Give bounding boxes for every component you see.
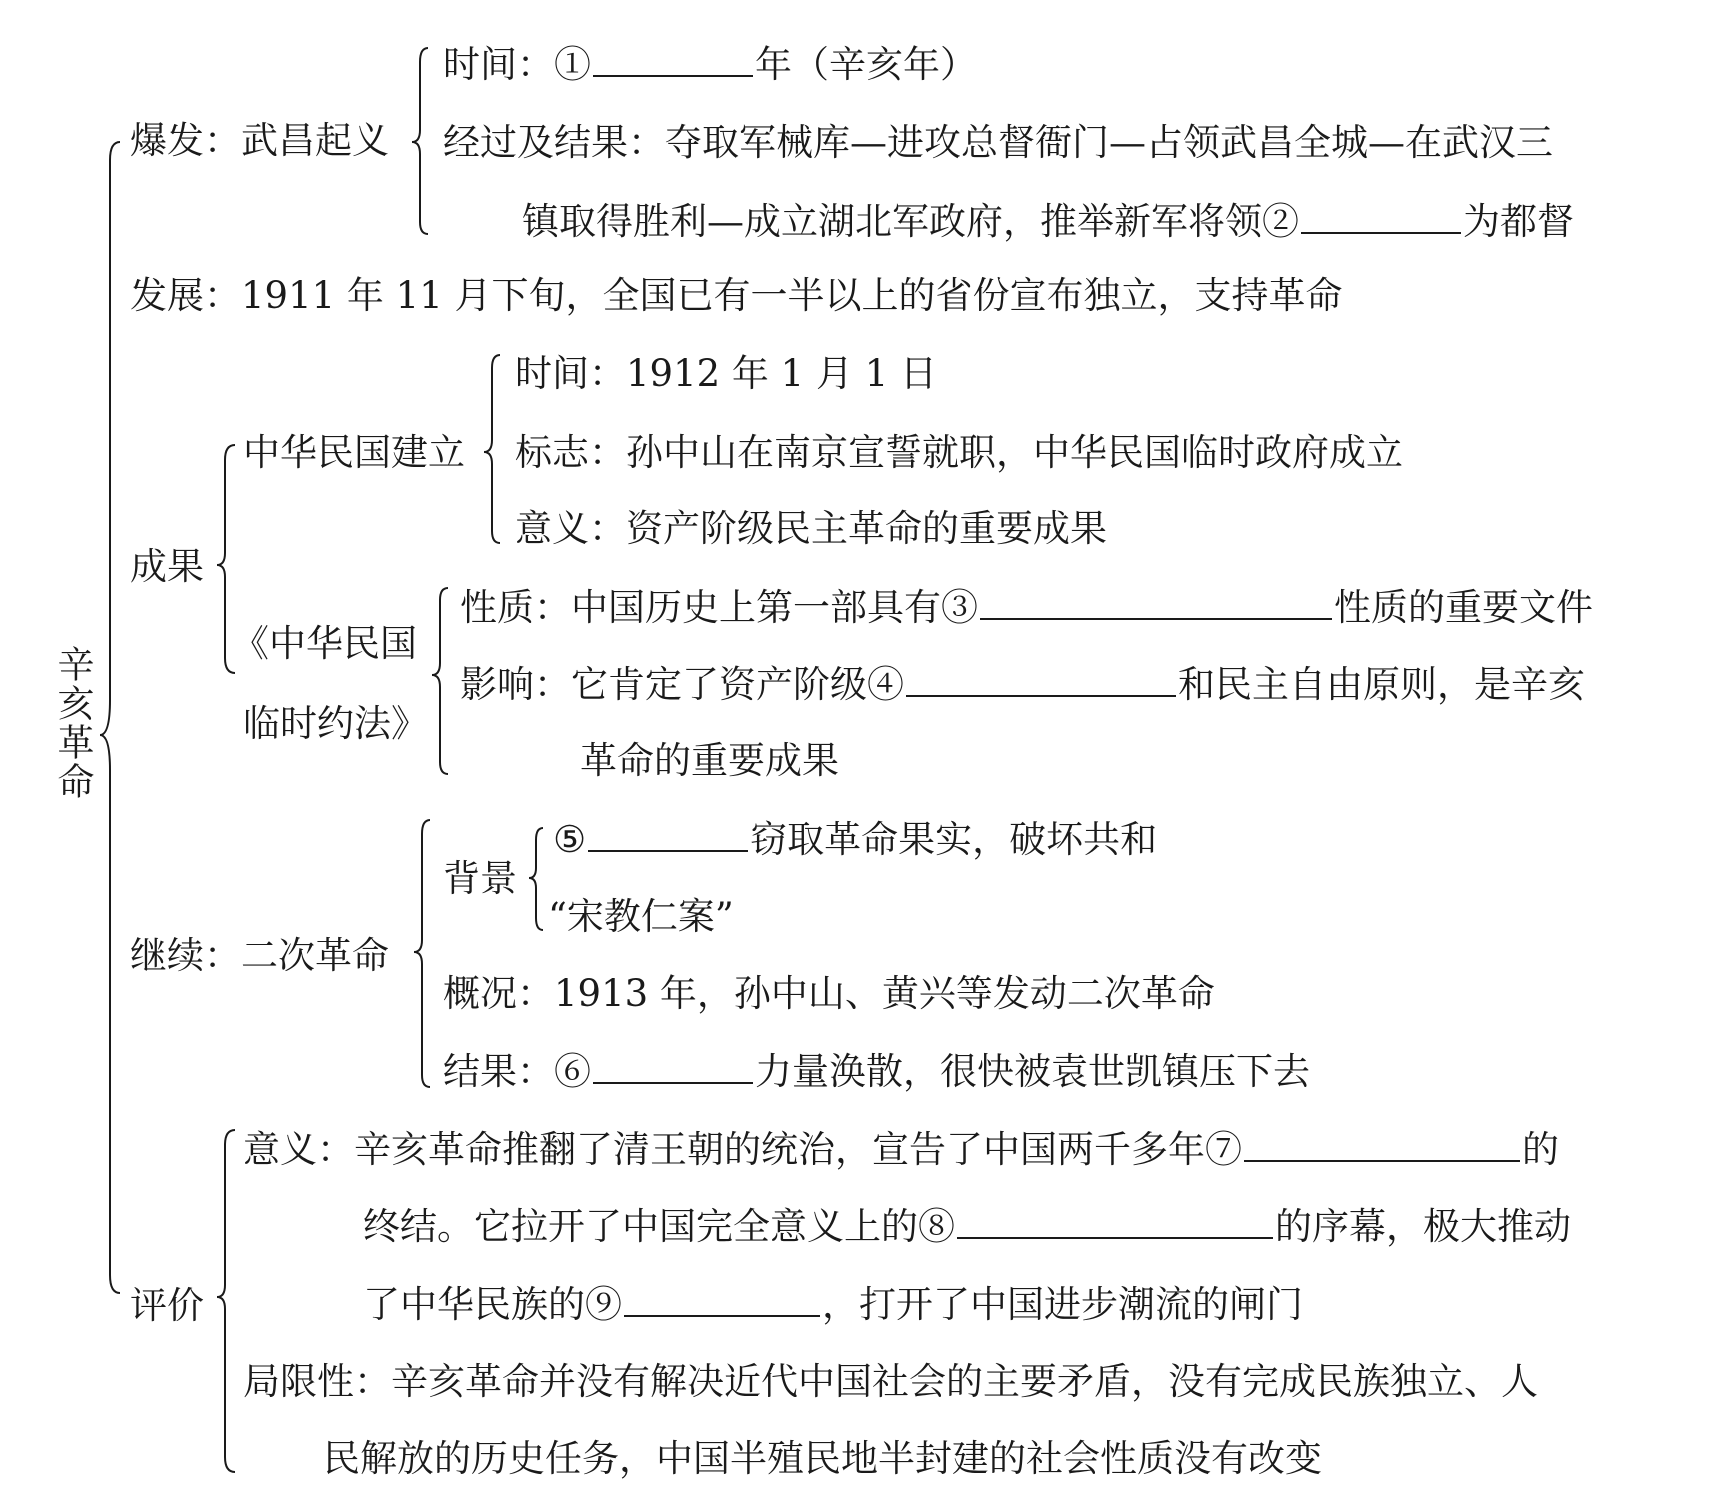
continuation-overview: 概况：1913 年，孙中山、黄兴等发动二次革命 (443, 972, 1215, 1015)
outbreak-process-line2 (522, 200, 1574, 243)
continuation-label-text: 继续： (130, 934, 241, 977)
blank-8[interactable] (957, 1207, 1273, 1239)
blank-4[interactable] (906, 665, 1176, 697)
constitution-label-line2: 临时约法》 (243, 702, 428, 745)
significance-line2 (363, 1205, 1571, 1248)
blank-6[interactable] (593, 1052, 753, 1084)
outbreak-event: 武昌起义 (241, 119, 389, 162)
blank-2[interactable] (1301, 202, 1461, 234)
significance-line3-before: 了中华民族的⑨ (363, 1283, 622, 1326)
roc-sign: 标志：孙中山在南京宣誓就职，中华民国临时政府成立 (515, 431, 1403, 474)
outbreak-process (443, 121, 1553, 164)
main-brace (100, 142, 120, 1293)
background-item-1-after: 窃取革命果实，破坏共和 (750, 818, 1158, 861)
achievement-label: 成果 (130, 545, 204, 588)
outbreak-process-line2-before: 镇取得胜利—成立湖北军政府，推举新军将领② (522, 200, 1299, 243)
outbreak-process-line1: 夺取军械库—进攻总督衙门—占领武昌全城—在武汉三 (665, 121, 1553, 164)
background-item-1 (553, 818, 1158, 861)
continuation-result (443, 1050, 1310, 1093)
outbreak-process-line2-after: 为都督 (1463, 200, 1574, 243)
constitution-nature-after: 性质的重要文件 (1334, 586, 1593, 629)
blank-7[interactable] (1244, 1130, 1520, 1162)
significance-line1 (243, 1128, 1559, 1171)
blank-5-number: ⑤ (553, 818, 587, 861)
constitution-nature-before: 性质：中国历史上第一部具有③ (460, 586, 978, 629)
development (130, 274, 1343, 317)
blank-1-number: ① (554, 43, 591, 86)
evaluation-label: 评价 (130, 1284, 204, 1327)
outbreak-label-text: 爆发： (130, 119, 241, 162)
continuation-brace (414, 820, 430, 1087)
outbreak-time (443, 43, 977, 86)
constitution-label-line1: 《中华民国 (232, 622, 417, 665)
significance-line2-before: 终结。它拉开了中国完全意义上的⑧ (363, 1205, 955, 1248)
constitution-impact (460, 663, 1585, 706)
significance-line3-after: ，打开了中国进步潮流的闸门 (822, 1283, 1303, 1326)
continuation-result-after: 力量涣散，很快被袁世凯镇压下去 (755, 1050, 1310, 1093)
continuation-result-before: 结果：⑥ (443, 1050, 591, 1093)
development-text: 1911 年 11 月下旬，全国已有一半以上的省份宣布独立，支持革命 (241, 274, 1343, 317)
outbreak-label (130, 119, 389, 162)
background-label: 背景 (443, 857, 517, 900)
background-brace (529, 828, 543, 930)
outbreak-time-after: 年（辛亥年） (755, 43, 977, 86)
constitution-nature (460, 586, 1593, 629)
constitution-impact-before: 影响：它肯定了资产阶级④ (460, 663, 904, 706)
roc-time: 时间：1912 年 1 月 1 日 (515, 352, 938, 395)
blank-5[interactable] (588, 820, 748, 852)
constitution-impact-line2: 革命的重要成果 (580, 739, 839, 782)
significance-line1-before: 意义：辛亥革命推翻了清王朝的统治，宣告了中国两千多年⑦ (243, 1128, 1242, 1171)
significance-line3 (363, 1283, 1303, 1326)
limitation-line1: 局限性：辛亥革命并没有解决近代中国社会的主要矛盾，没有完成民族独立、人 (243, 1360, 1538, 1403)
roc-label: 中华民国建立 (243, 431, 465, 474)
continuation-label (130, 934, 389, 977)
blank-3[interactable] (980, 588, 1332, 620)
roc-brace (484, 355, 500, 543)
blank-1[interactable] (593, 45, 753, 77)
constitution-impact-after: 和民主自由原则，是辛亥 (1178, 663, 1585, 706)
significance-line1-after: 的 (1522, 1128, 1559, 1171)
outbreak-time-label: 时间： (443, 43, 554, 86)
roc-meaning: 意义：资产阶级民主革命的重要成果 (515, 507, 1107, 550)
evaluation-brace (217, 1130, 235, 1472)
significance-line2-after: 的序幕，极大推动 (1275, 1205, 1571, 1248)
outbreak-brace (412, 48, 428, 234)
continuation-event: 二次革命 (241, 934, 389, 977)
page-title: 辛亥革命 (51, 645, 94, 801)
development-label: 发展： (130, 274, 241, 317)
constitution-brace (432, 588, 448, 774)
outbreak-process-label: 经过及结果： (443, 121, 665, 164)
blank-9[interactable] (624, 1285, 820, 1317)
background-item-2: “宋教仁案” (548, 895, 734, 938)
limitation-line2: 民解放的历史任务，中国半殖民地半封建的社会性质没有改变 (323, 1437, 1322, 1480)
